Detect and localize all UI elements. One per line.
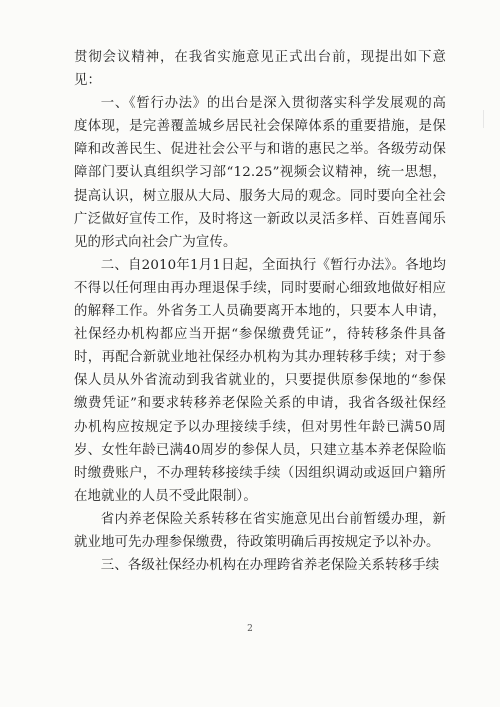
document-body [74, 46, 446, 577]
paragraph-intro: 贯彻会议精神，在我省实施意见正式出台前，现提出如下意见： [74, 50, 446, 89]
page-number: 2 [247, 624, 253, 634]
paragraph-section-1: 一、《暂行办法》的出台是深入贯彻落实科学发展观的高度体现，是完善覆盖城乡居民社会保障体系的重要措施，是保障和改善民生、促进社会公平与和谐的惠民之举。各级劳动保障部门要认真组织学习部“12.25”视频会议精神，统一思想，提高认识，树立服从大局、服务大局的观念。同时要向全社会广泛做好宣传工作，及时将这一新政以灵活多样、百姓喜闻乐见的形式向社会广为宣传。 [74, 96, 446, 250]
scan-edge-mark [483, 110, 490, 128]
paragraph-provincial-transfer: 省内养老保险关系转移在省实施意见出台前暂缓办理，新就业地可先办理参保缴费，待政策明确后再按规定予以补办。 [74, 511, 446, 550]
paragraph-section-3: 三、各级社保经办机构在办理跨省养老保险关系转移手续 [100, 558, 440, 574]
paragraph-section-2: 二、自2010年1月1日起，全面执行《暂行办法》。各地均不得以任何理由再办理退保手续，同时要耐心细致地做好相应的解释工作。外省务工人员确要离开本地的，只要本人申请，社保经办机构都应当开据“参保缴费凭证”，待转移条件具备时，再配合新就业地社保经办机构为其办理转移手续；对于参保人员从外省流动到我省就业的，只要提供原参保地的“参保缴费凭证”和要求转移养老保险关系的申请，我省各级社保经办机构应按规定予以办理接续手续，但对男性年龄已满50周岁、女性年龄已满40周岁的参保人员，只建立基本养老保险临时缴费账户，不办理转移接续手续（因组织调动或返回户籍所在地就业的人员不受此限制）。 [74, 257, 446, 504]
